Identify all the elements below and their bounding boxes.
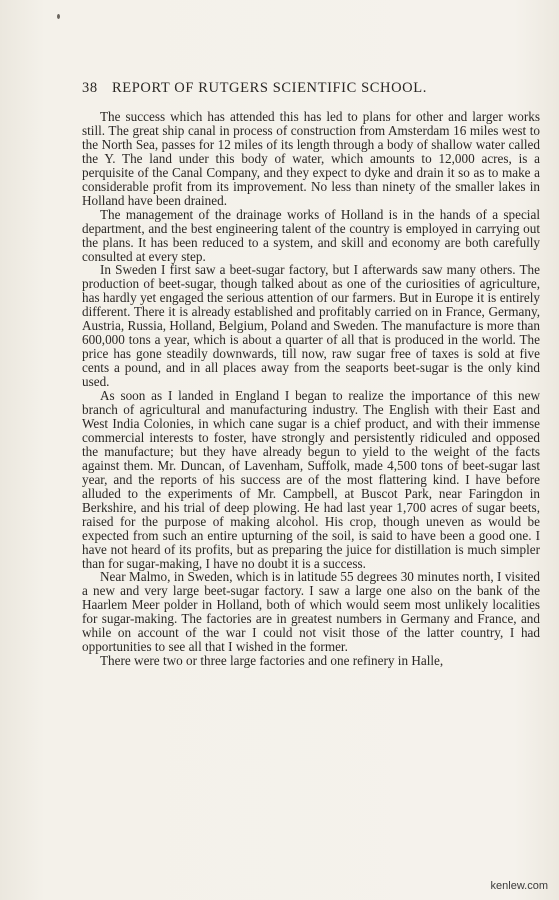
paragraph: There were two or three large factories and one refinery in Halle, <box>100 653 444 669</box>
paragraph: Near Malmo, in Sweden, which is in latitude 55 degrees 30 minutes north, I visited a new and very large beet-sugar factory. I saw a large one also on the bank of the Haarlem Meer polder in Holland, both of which would seem most unlikely localities for sugar-making. The factories are in greatest numbers in Germany and France, and while on account of the war I could not visit those of the latter country, I had opportunities to see all that I wished in the former. <box>82 569 540 655</box>
page-header <box>82 80 502 98</box>
paragraph: As soon as I landed in England I began to realize the importance of this new branch of agricultural and manufacturing industry. The English with their East and West India Colonies, in which cane sugar is a chief product, and with their immense commercial interests to foster, have strongly and persistently ridiculed and opposed the manufacture; but they have already begun to yield to the weight of the facts against them. Mr. Duncan, of Lavenham, Suffolk, made 4,500 tons of beet-sugar last year, and the reports of his success are of the most flattering kind. I have before alluded to the experiments of Mr. Campbell, at Buscot Park, near Faringdon in Berkshire, and his trial of deep plowing. He had last year 1,700 acres of sugar beets, raised for the purpose of making alcohol. His crop, though uneven as would be expected from such an entire upturning of the soil, is said to have been a good one. I have not heard of its profits, but as preparing the juice for distillation is much simpler than for sugar-making, I have no doubt it is a success. <box>82 388 540 571</box>
page-number: 38 <box>82 80 98 96</box>
running-title: REPORT OF RUTGERS SCIENTIFIC SCHOOL. <box>112 80 427 96</box>
body-text <box>82 110 540 668</box>
ink-speck <box>57 14 60 19</box>
watermark: kenlew.com <box>490 880 548 892</box>
paragraph: In Sweden I first saw a beet-sugar factory, but I afterwards saw many others. The production of beet-sugar, though talked about as one of the curiosities of agriculture, has hardly yet engaged the serious attention of our farmers. But in Europe it is entirely different. There it is already established and profitably carried on in France, Germany, Austria, Russia, Holland, Belgium, Poland and Sweden. The manufacture is more than 600,000 tons a year, which is about a quarter of all that is produced in the world. The price has gone steadily downwards, till now, raw sugar free of taxes is sold at five cents a pound, and in all places away from the seaports beet-sugar is the only kind used. <box>82 262 540 390</box>
paragraph: The success which has attended this has led to plans for other and larger works still. The great ship canal in process of construction from Amsterdam 16 miles west to the North Sea, passes for 12 miles of its length through a body of shallow water called the Y. The land under this body of water, which amounts to 12,000 acres, is a perquisite of the Canal Company, and they expect to dyke and drain it so as to make a considerable profit from its improvement. No less than ninety of the smaller lakes in Holland have been drained. <box>82 109 540 208</box>
paragraph: The management of the drainage works of Holland is in the hands of a special department, and the best engineering talent of the country is employed in carrying out the plans. It has been reduced to a system, and skill and economy are both carefully consulted at every step. <box>82 206 540 264</box>
